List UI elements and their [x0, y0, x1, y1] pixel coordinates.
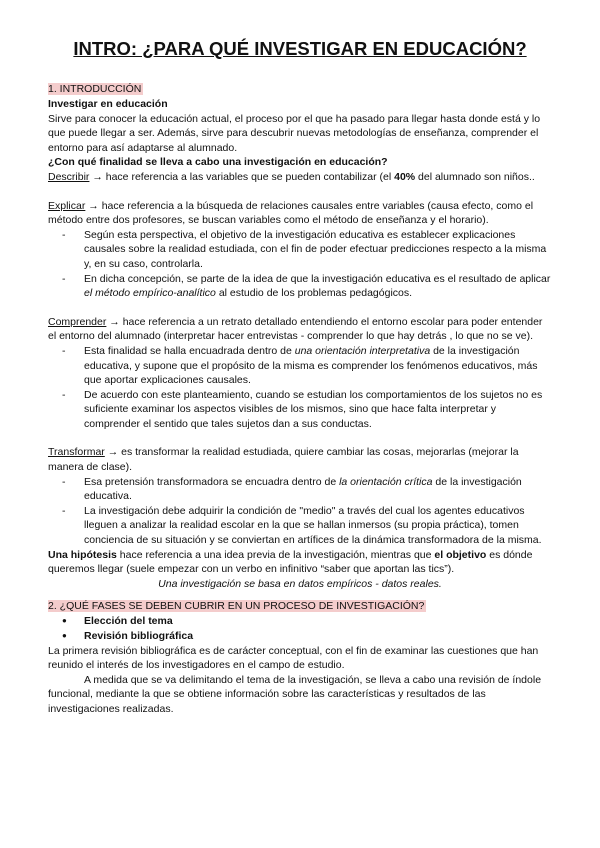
comprender-b1-a: Esta finalidad se halla encuadrada dentro de	[84, 344, 295, 357]
question-heading: ¿Con qué finalidad se lleva a cabo una investigación en educación?	[48, 156, 388, 169]
explicar-text: → hace referencia a la búsqueda de relaciones causales entre variables (causa efecto, como el método entre dos profesores, se buscan variables como el método de enseñanza y el horario).	[48, 199, 534, 227]
comprender-paragraph	[48, 315, 552, 344]
transformar-bullet-2: - La investigación debe adquirir la condición de "medio" a través del cual los agentes educativos lleguen a analizar la realidad escolar en la que se hallan inmersos (su propia práctica), tomen conciencia de su situación y se conviertan en artífices de la dinámica transformadora de la misma.	[84, 504, 552, 548]
transformar-bullet-1	[84, 475, 552, 504]
describir-term: Describir	[48, 170, 90, 183]
quote-line: Una investigación se basa en datos empíricos - datos reales.	[158, 577, 442, 590]
explicar-bullet-2	[84, 272, 552, 301]
phase-item-2: ● Revisión bibliográfica	[84, 629, 552, 644]
explicar-bullet-1: - Según esta perspectiva, el objetivo de la investigación educativa es establecer explicaciones causales sobre la realidad estudiada, con el fin de poder efectuar predicciones respecto a la misma y, en su caso, controlarla.	[84, 228, 552, 272]
explicar-term: Explicar	[48, 199, 86, 212]
comprender-term: Comprender	[48, 315, 107, 328]
explicar-b2-b: al estudio de los problemas pedagógicos.	[215, 287, 413, 300]
transformar-term: Transformar	[48, 446, 105, 459]
transformar-b1-italic: la orientación crítica	[339, 475, 433, 488]
hipotesis-text-a: hace referencia a una idea previa de la investigación, mientras que	[116, 548, 435, 561]
phases-list	[48, 614, 552, 643]
comprender-b1-italic: una orientación interpretativa	[294, 344, 431, 357]
revision-paragraph-1: La primera revisión bibliográfica es de carácter conceptual, con el fin de examinar las cuestiones que han reunido el interés de los investigadores en el campo de estudio.	[48, 644, 539, 672]
transformar-text: → es transformar la realidad estudiada, quiere cambiar las cosas, mejorarlas (mejorar la manera de clase).	[48, 446, 519, 474]
phase-item-1: ● Elección del tema	[84, 614, 552, 629]
transformar-b1-a: Esa pretensión transformadora se encuadra dentro de	[84, 475, 340, 488]
transformar-list	[48, 475, 552, 548]
hipotesis-text-b: es dónde queremos llegar (suele empezar con un verbo en infinitivo “saber que aportan las tics”).	[48, 548, 533, 576]
comprender-list	[48, 344, 552, 432]
section-1-heading	[48, 82, 552, 97]
document-title: INTRO: ¿PARA QUÉ INVESTIGAR EN EDUCACIÓN?	[73, 38, 527, 59]
describir-bold: 40%	[394, 170, 416, 183]
describir-text-a: → hace referencia a las variables que se pueden contabilizar (el	[89, 170, 395, 183]
describir-paragraph	[48, 170, 552, 185]
revision-paragraph-2: A medida que se va delimitando el tema de la investigación, se lleva a cabo una revisión de índole funcional, mediante la que se obtiene información sobre las características y resultados de las investigaciones realizadas.	[48, 673, 542, 715]
comprender-bullet-1	[84, 344, 552, 388]
explicar-b2-a: En dicha concepción, se parte de la idea de que la investigación educativa es el resultado de aplicar	[84, 272, 551, 285]
transformar-paragraph	[48, 445, 552, 474]
objetivo-bold: el objetivo	[434, 548, 487, 561]
subheading-investigar: Investigar en educación	[48, 98, 168, 110]
comprender-b1-b: de la investigación educativa, y supone que el propósito de la misma es comprender los fenómenos educativos, más que aportar explicaciones causales.	[84, 344, 538, 387]
transformar-b1-b: de la investigación educativa.	[84, 475, 522, 503]
comprender-text: → hace referencia a un retrato detallado entendiendo el entorno escolar para poder entender el entorno del alumnado (interpretar hacer entrevistas - comprender lo que hay detrás , lo que no se ve).	[48, 315, 543, 343]
section-2-heading	[48, 599, 552, 614]
section-1-heading-text: 1. INTRODUCCIÓN	[48, 83, 142, 95]
hipotesis-paragraph	[48, 548, 552, 577]
explicar-list	[48, 228, 552, 301]
comprender-bullet-2: - De acuerdo con este planteamiento, cuando se estudian los comportamientos de los sujetos no es suficiente examinar los aspectos visibles de los mismos, sino que hace falta interpretar y comprender el sentido que tales sujetos dan a sus conductas.	[84, 388, 552, 432]
explicar-b2-italic: el método empírico-analítico	[84, 287, 216, 300]
section-2-heading-text: 2. ¿QUÉ FASES SE DEBEN CUBRIR EN UN PROCESO DE INVESTIGACIÓN?	[48, 600, 425, 613]
intro-paragraph: Sirve para conocer la educación actual, el proceso por el que ha pasado para llegar hasta donde está y lo que puede llegar a ser. Además, sirve para descubrir nuevas metodologías de enseñanza, comprender el entorno para así adaptarse al alumnado.	[48, 112, 541, 154]
hipotesis-bold: Una hipótesis	[48, 548, 117, 561]
explicar-paragraph	[48, 199, 552, 228]
describir-text-b: del alumnado son niños..	[415, 170, 535, 183]
